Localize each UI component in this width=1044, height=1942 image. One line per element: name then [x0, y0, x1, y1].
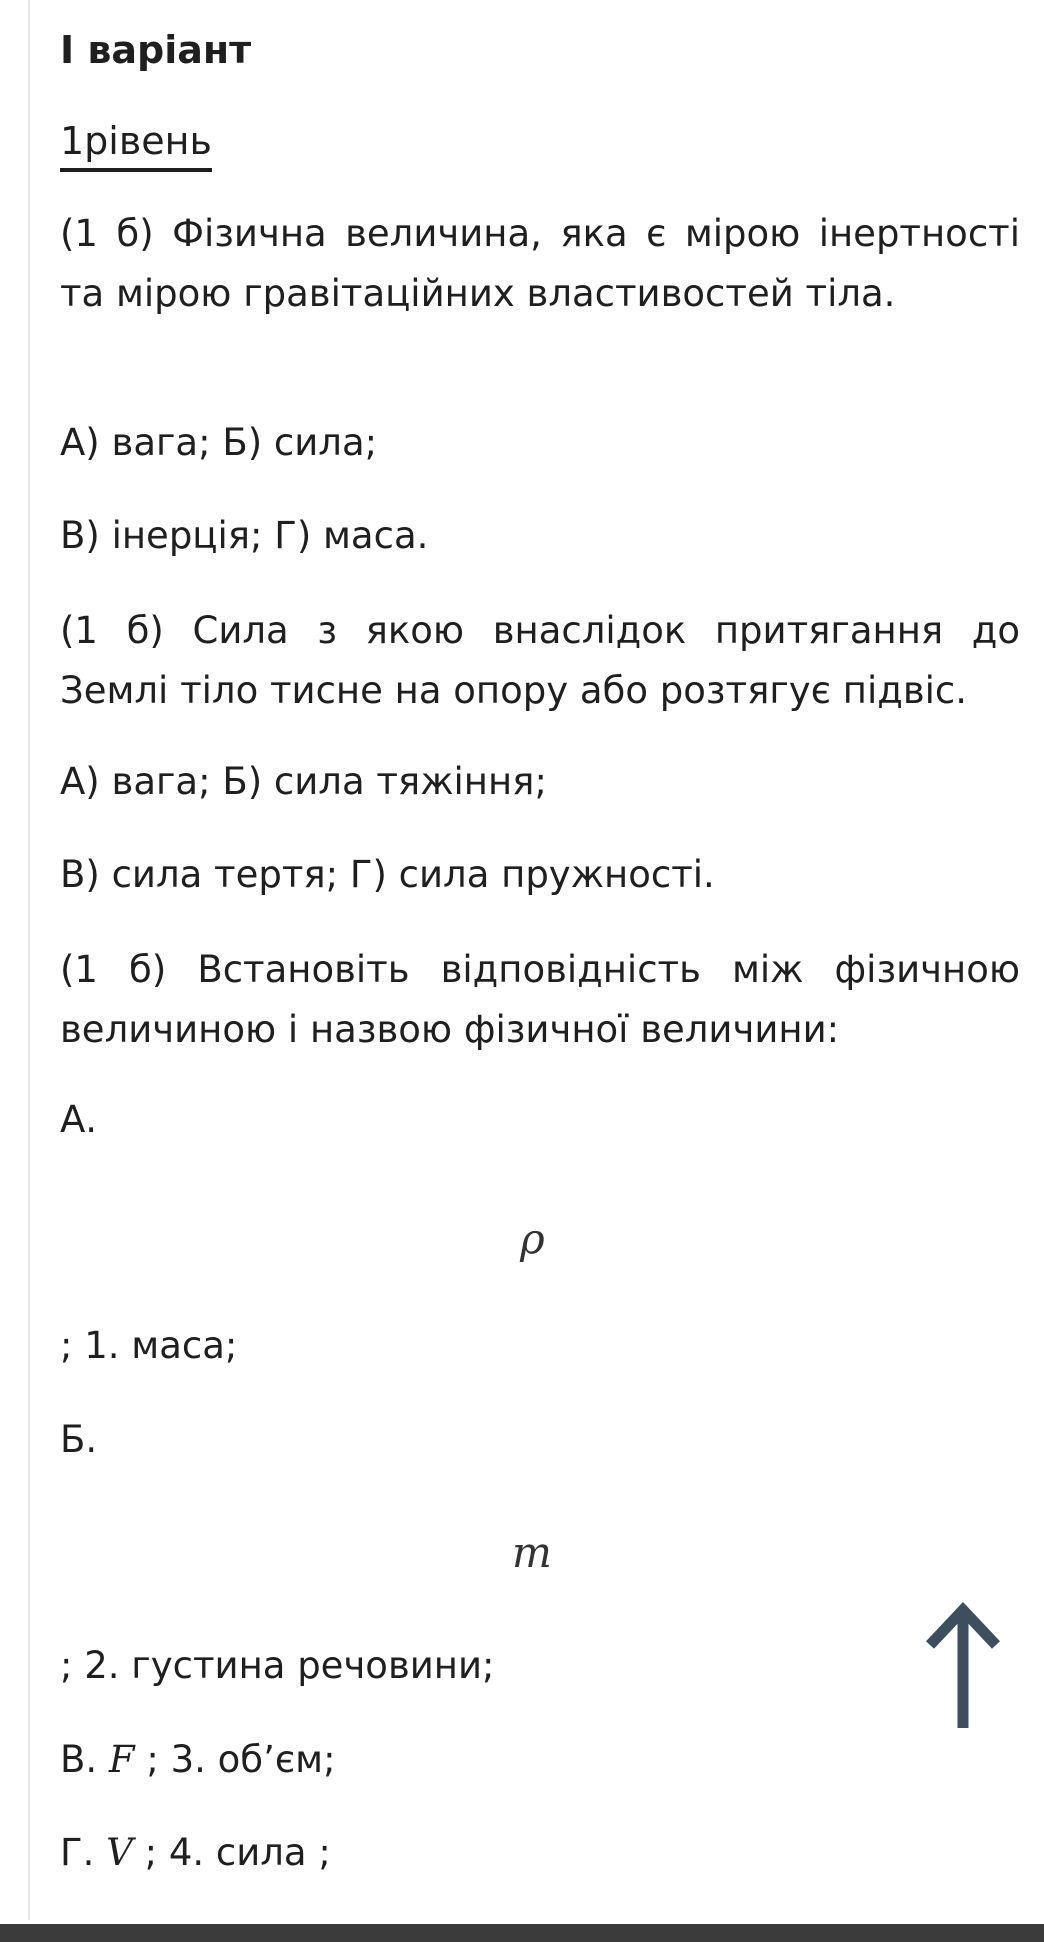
question-2-options-vg: В) сила тертя; Г) сила пружності.	[60, 853, 715, 896]
match-b-label: Б.	[60, 1418, 98, 1461]
variant-heading: І варіант	[60, 28, 252, 72]
question-2-options-ab: А) вага; Б) сила тяжіння;	[60, 760, 547, 803]
match-c-line	[60, 1730, 1020, 1790]
match-c-symbol: F	[108, 1738, 135, 1781]
match-d-label: Г.	[60, 1831, 95, 1874]
question-1-options-ab: А) вага; Б) сила;	[60, 421, 378, 464]
level-line	[60, 112, 1020, 172]
level-label: 1рівень	[60, 114, 212, 172]
left-border	[28, 0, 30, 1920]
question-3-text: (1 б) Встановіть відповідність між фізичною величиною і назвою фізичної величини:	[60, 948, 1020, 1051]
question-1-options-vg: В) інерція; Г) маса.	[60, 514, 429, 557]
match-d-line	[60, 1823, 1020, 1883]
formula-rho: ρ	[520, 1214, 545, 1263]
match-a-answer: ; 1. маса;	[60, 1324, 238, 1367]
formula-m: m	[512, 1528, 552, 1577]
question-2-text: (1 б) Сила з якою внаслідок притягання до Землі тіло тисне на опору або розтягує підвіс.	[60, 609, 1020, 712]
match-c-answer: ; 3. об’єм;	[134, 1738, 336, 1781]
bottom-bar	[0, 1924, 1044, 1942]
match-b-answer: ; 2. густина речовини;	[60, 1644, 495, 1687]
arrow-up-icon	[925, 1600, 1001, 1730]
match-d-symbol: V	[106, 1831, 133, 1874]
scroll-to-top-button[interactable]	[925, 1600, 1001, 1730]
question-1-text: (1 б) Фізична величина, яка є мірою інертності та мірою гравітаційних властивостей тіла.	[60, 212, 1020, 315]
match-d-answer: ; 4. сила ;	[132, 1831, 331, 1874]
match-c-label: В.	[60, 1738, 98, 1781]
match-a-label: А.	[60, 1098, 98, 1141]
